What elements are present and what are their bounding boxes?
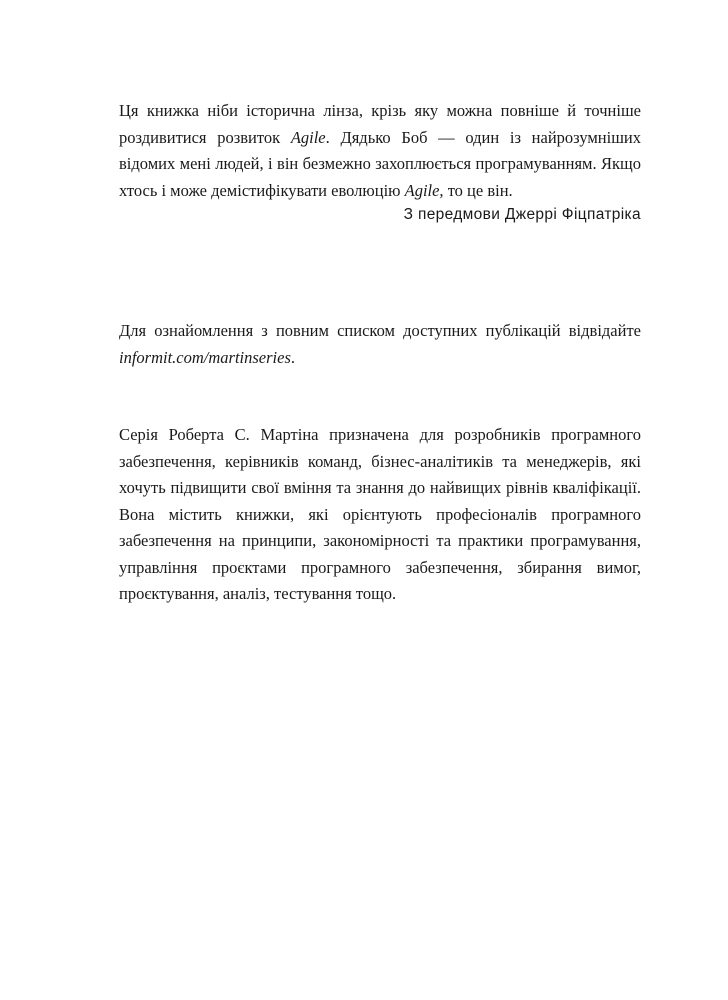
quote-text-part-3: то це він. [443,180,513,200]
quote-attribution: З передмови Джеррі Фіцпатріка [403,206,641,223]
agile-term: Agile, [404,180,444,200]
publications-notice [119,318,641,371]
quote-text-part-2: . Дядько Боб — один із найрозумніших відомих мені людей, і він безмежно захоплюється програмуванням. Якщо хтось і може демістифікувати еволюцію [119,127,641,200]
foreword-quote [119,98,641,204]
series-link[interactable]: informit.com/martinseries [119,347,291,367]
quote-text-part-1: Ця книжка ніби історична лінза, крізь яку можна повніше й точніше роздивитися розвиток [119,101,641,147]
publications-text-end: . [290,347,295,367]
publications-text: Для ознайомлення з повним списком доступних публікацій відвідайте [119,321,641,340]
series-description: Серія Роберта С. Мартіна призначена для розробників програмного забезпечення, керівників команд, бізнес-аналітиків та менеджерів, які хочуть підвищити свої вміння та знання до найвищих рівнів кваліфікації. Вона містить книжки, які орієнтують професіоналів програмного забезпечення на принципи, закономірності та практики програмування, управління проєктами програмного забезпечення, збирання вимог, проєктування, аналіз, тестування тощо. [119,425,641,603]
agile-term: Agile [290,127,326,147]
